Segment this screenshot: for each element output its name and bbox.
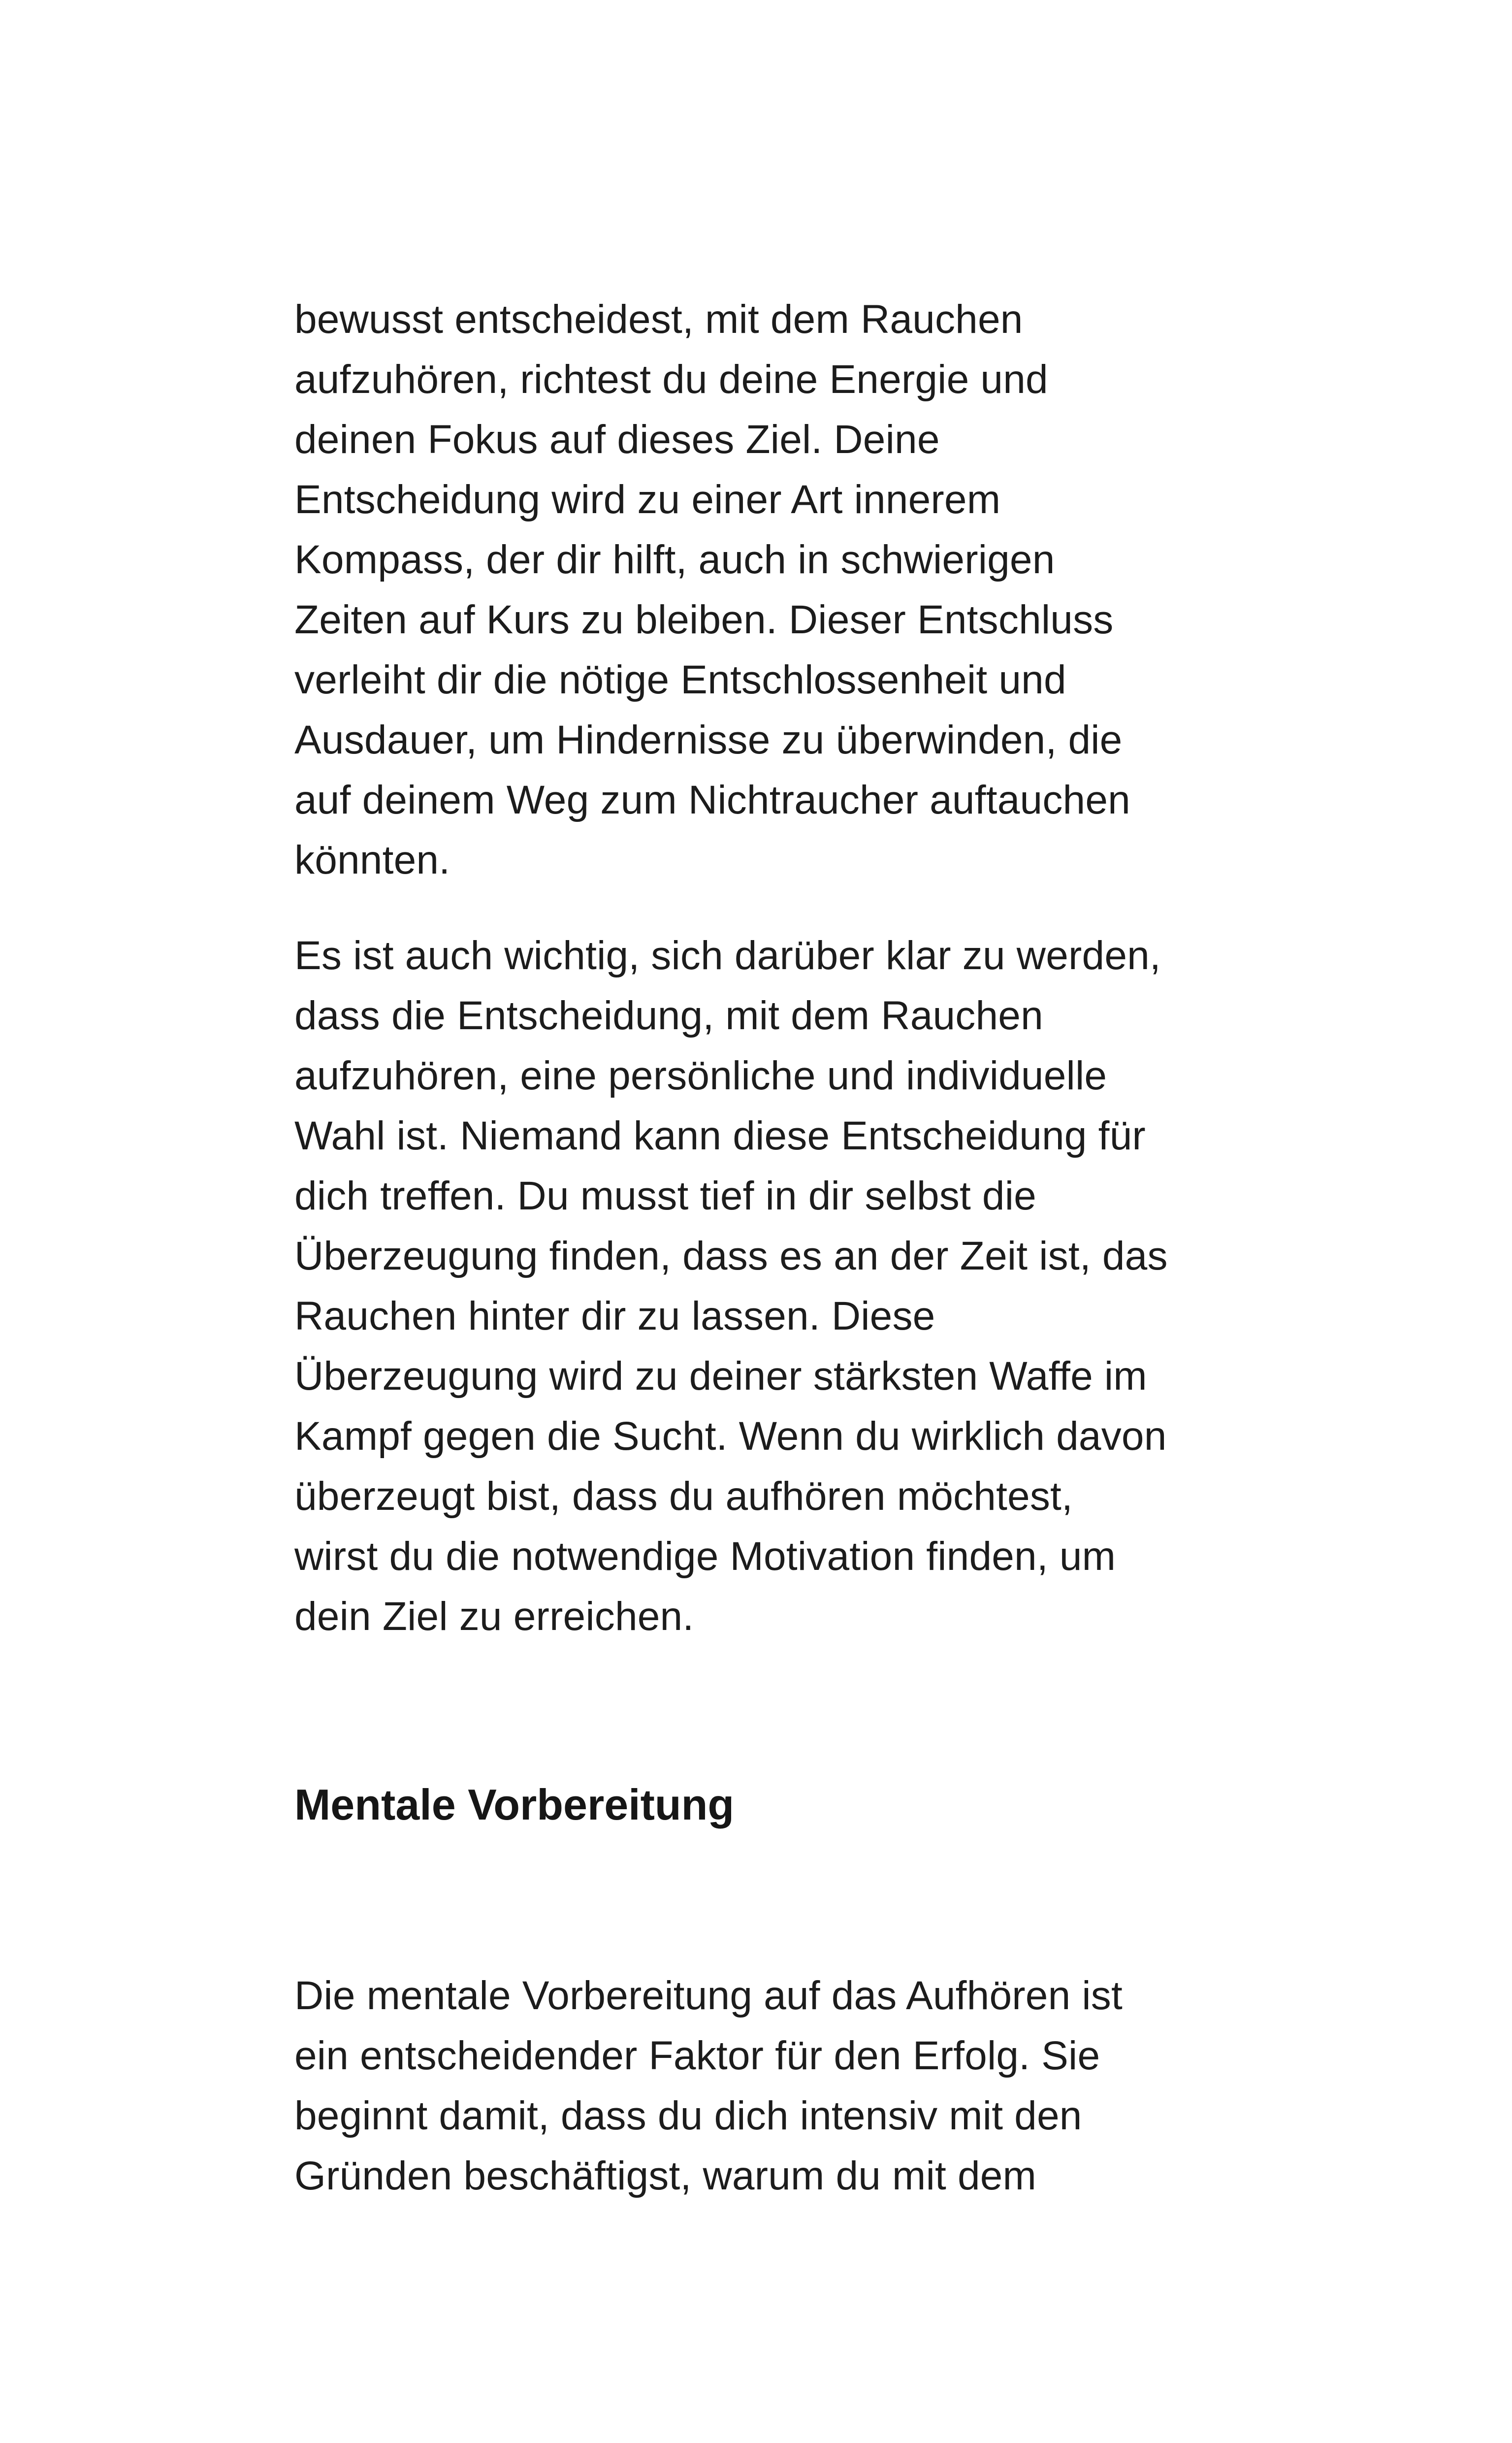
text-line: Kampf gegen die Sucht. Wenn du wirklich davon (294, 1414, 1167, 1459)
text-line: Überzeugung finden, dass es an der Zeit ist, das (294, 1234, 1168, 1278)
text-line: beginnt damit, dass du dich intensiv mit den (294, 2093, 1082, 2138)
text-line: Es ist auch wichtig, sich darüber klar zu werden, (294, 933, 1161, 978)
text-line: Rauchen hinter dir zu lassen. Diese (294, 1294, 935, 1338)
paragraph-mental-preparation (294, 1966, 1259, 2206)
text-line: dich treffen. Du musst tief in dir selbst die (294, 1173, 1036, 1218)
text-line: könnten. (294, 838, 450, 882)
text-line: dass die Entscheidung, mit dem Rauchen (294, 993, 1043, 1038)
text-line: ein entscheidender Faktor für den Erfolg. Sie (294, 2033, 1100, 2078)
text-line: Entscheidung wird zu einer Art innerem (294, 477, 1001, 522)
section-heading: Mentale Vorbereitung (294, 1780, 735, 1829)
text-line: auf deinem Weg zum Nichtraucher auftauchen (294, 778, 1130, 822)
text-line: Wahl ist. Niemand kann diese Entscheidung für (294, 1113, 1146, 1158)
text-line: wirst du die notwendige Motivation finden, um (294, 1534, 1116, 1579)
paragraph-personal-choice (294, 926, 1259, 1647)
text-line: deinen Fokus auf dieses Ziel. Deine (294, 417, 940, 462)
paragraph-decision-compass (294, 290, 1259, 890)
text-line: Überzeugung wird zu deiner stärksten Waffe im (294, 1354, 1147, 1399)
text-line: aufzuhören, richtest du deine Energie und (294, 357, 1048, 402)
text-line: überzeugt bist, dass du aufhören möchtest, (294, 1474, 1073, 1519)
text-line: Gründen beschäftigst, warum du mit dem (294, 2153, 1037, 2198)
text-line: dein Ziel zu erreichen. (294, 1594, 694, 1639)
text-line: bewusst entscheidest, mit dem Rauchen (294, 297, 1023, 342)
text-line: Die mentale Vorbereitung auf das Aufhören ist (294, 1973, 1123, 2018)
text-line: verleiht dir die nötige Entschlossenheit und (294, 657, 1066, 702)
text-line: aufzuhören, eine persönliche und individuelle (294, 1053, 1107, 1098)
text-line: Ausdauer, um Hindernisse zu überwinden, die (294, 717, 1123, 762)
text-line: Zeiten auf Kurs zu bleiben. Dieser Entschluss (294, 597, 1114, 642)
text-line: Kompass, der dir hilft, auch in schwierigen (294, 537, 1055, 582)
